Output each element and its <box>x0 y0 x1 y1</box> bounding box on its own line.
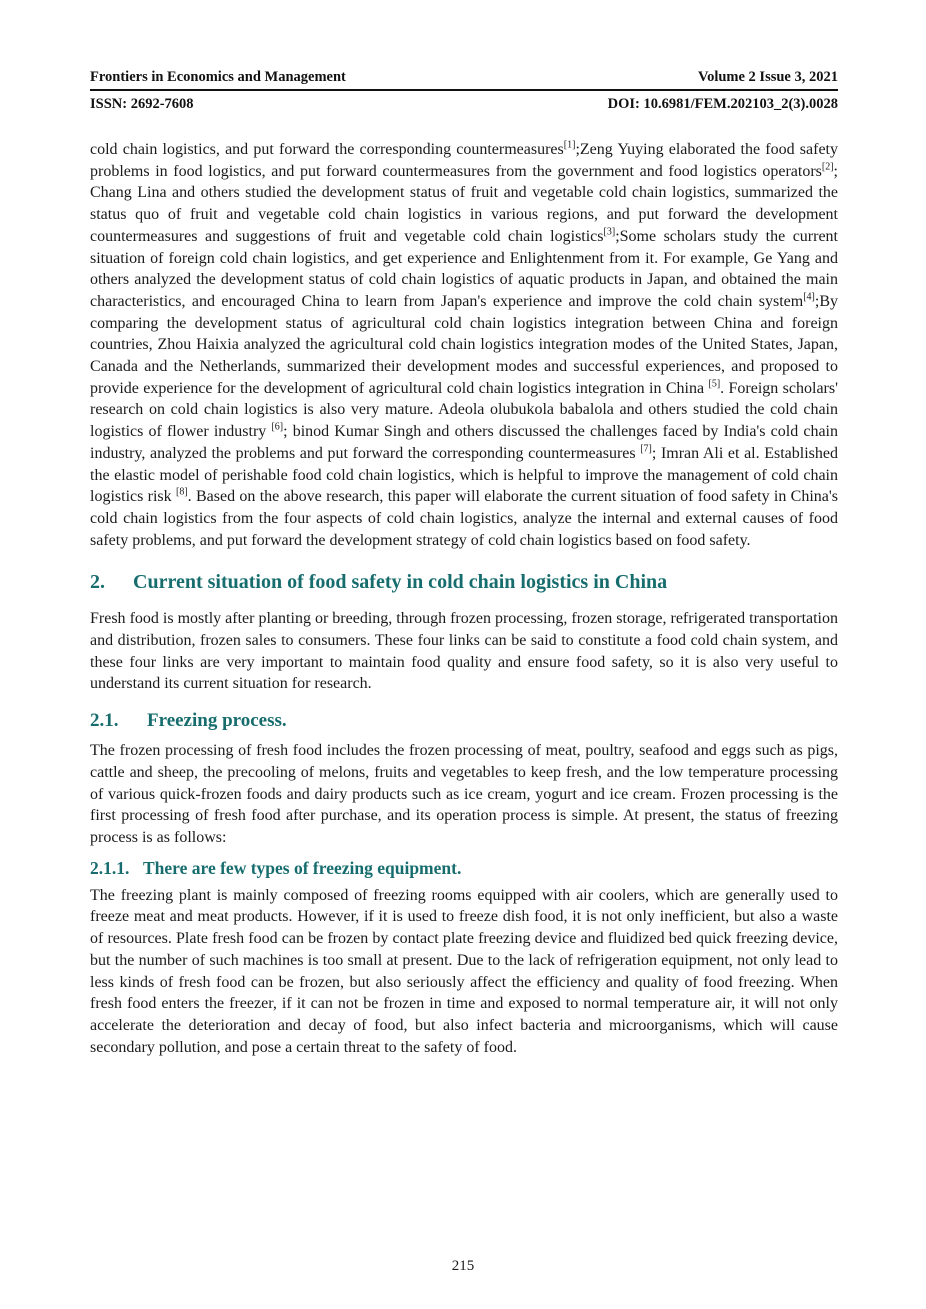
header-top-row <box>90 68 838 86</box>
citation-ref: [6] <box>271 421 284 433</box>
page-footer <box>0 1258 926 1275</box>
citation-ref: [4] <box>803 291 815 303</box>
section-2-1-1-heading <box>90 857 838 879</box>
section-2-1-1-number: 2.1.1. <box>90 857 130 878</box>
citation-ref: [8] <box>175 486 188 498</box>
section-2-paragraph: Fresh food is mostly after planting or breeding, through frozen processing, frozen storage, refrigerated transportation and distribution, frozen sales to consumers. These four links can be said to constitute a food cold chain system, and these four links are very important to maintain food quality and ensure food safety, so it is also very useful to understand its current situation for research. <box>90 610 838 693</box>
header-divider <box>90 89 838 91</box>
section-2-heading <box>90 569 838 595</box>
section-2-title: Current situation of food safety in cold chain logistics in China <box>133 571 668 594</box>
volume-issue: Volume 2 Issue 3, 2021 <box>697 69 838 85</box>
section-2-1-1-paragraph: The freezing plant is mainly composed of freezing rooms equipped with air coolers, which are generally used to freeze meat and meat products. However, if it is used to freeze dish food, it is not only inefficient, but also a waste of resources. Plate fresh food can be frozen by contact plate freezing device and fluidized bed quick freezing device, but the number of such machines is too small at present. Due to the lack of refrigeration equipment, not only lead to less kinds of fresh food can be frozen, but also seriously affect the efficiency and quality of food freezing. When fresh food enters the freezer, if it can not be frozen in time and exposed to normal temperature air, it will not only accelerate the deterioration and decay of food, but also infect bacteria and microorganisms, which will cause secondary pollution, and pose a certain threat to the safety of food. <box>90 886 838 1056</box>
section-2-1-paragraph: The frozen processing of fresh food includes the frozen processing of meat, poultry, seafood and eggs such as pigs, cattle and sheep, the precooling of melons, fruits and vegetables to keep fresh, and the low temperature processing of various quick-frozen foods and dairy products such as ice cream, yogurt and ice cream. Frozen processing is the first processing of fresh food after purchase, and its operation process is simple. At present, the status of freezing process is as follows: <box>90 742 838 846</box>
journal-title: Frontiers in Economics and Management <box>90 69 346 85</box>
citation-ref: [5] <box>708 378 721 390</box>
section-2-1-heading <box>90 709 838 733</box>
page-number: 215 <box>451 1258 475 1274</box>
page-content <box>90 68 838 1058</box>
section-2-1-title: Freezing process. <box>147 710 287 732</box>
section-2-1-number: 2.1. <box>90 710 119 732</box>
citation-ref: [2] <box>821 161 834 173</box>
intro-paragraph: cold chain logistics, and put forward the corresponding countermeasures[1];Zeng Yuying elaborated the food safety problems in food logistics, and put forward countermeasures from the government and food logistics operators[2]; Chang Lina and others studied the development status of fruit and vegetable cold chain logistics, summarized the status quo of fruit and vegetable cold chain logistics in various regions, and put forward the development countermeasures and suggestions of fruit and vegetable cold chain logistics[3];Some scholars study the current situation of foreign cold chain logistics, and get experience and Enlightenment from it. For example, Ge Yang and others analyzed the development status of cold chain logistics of aquatic products in Japan, and obtained the main characteristics, and encouraged China to learn from Japan's experience and improve the cold chain system[4];By comparing the development status of agricultural cold chain logistics integration between China and foreign countries, Zhou Haixia analyzed the agricultural cold chain logistics integration modes of the United States, Japan, Canada and the Netherlands, summarized their development modes and successful experiences, and proposed to provide experience for the development of agricultural cold chain logistics integration in China [5]. Foreign scholars' research on cold chain logistics is also very mature. Adeola olubukola babalola and others studied the cold chain logistics of flower industry [6]; binod Kumar Singh and others discussed the challenges faced by India's cold chain industry, analyzed the problems and put forward the corresponding countermeasures [7]; Imran Ali et al. Established the elastic model of perishable food cold chain logistics, which is helpful to improve the management of cold chain logistics risk [8]. Based on the above research, this paper will elaborate the current situation of food safety in China's cold chain logistics from the four aspects of cold chain logistics, analyze the internal and external causes of food safety problems, and put forward the development strategy of cold chain logistics based on food safety. <box>90 139 839 549</box>
citation-ref: [7] <box>640 443 652 455</box>
header-bottom-row <box>90 95 838 113</box>
section-2-number: 2. <box>90 571 105 594</box>
section-2-1-1-title: There are few types of freezing equipment. <box>143 857 462 878</box>
doi-label: DOI: 10.6981/FEM.202103_2(3).0028 <box>607 96 838 112</box>
issn-label: ISSN: 2692-7608 <box>90 96 194 112</box>
citation-ref: [1] <box>563 139 576 151</box>
citation-ref: [3] <box>603 226 616 238</box>
page-header <box>90 68 838 113</box>
